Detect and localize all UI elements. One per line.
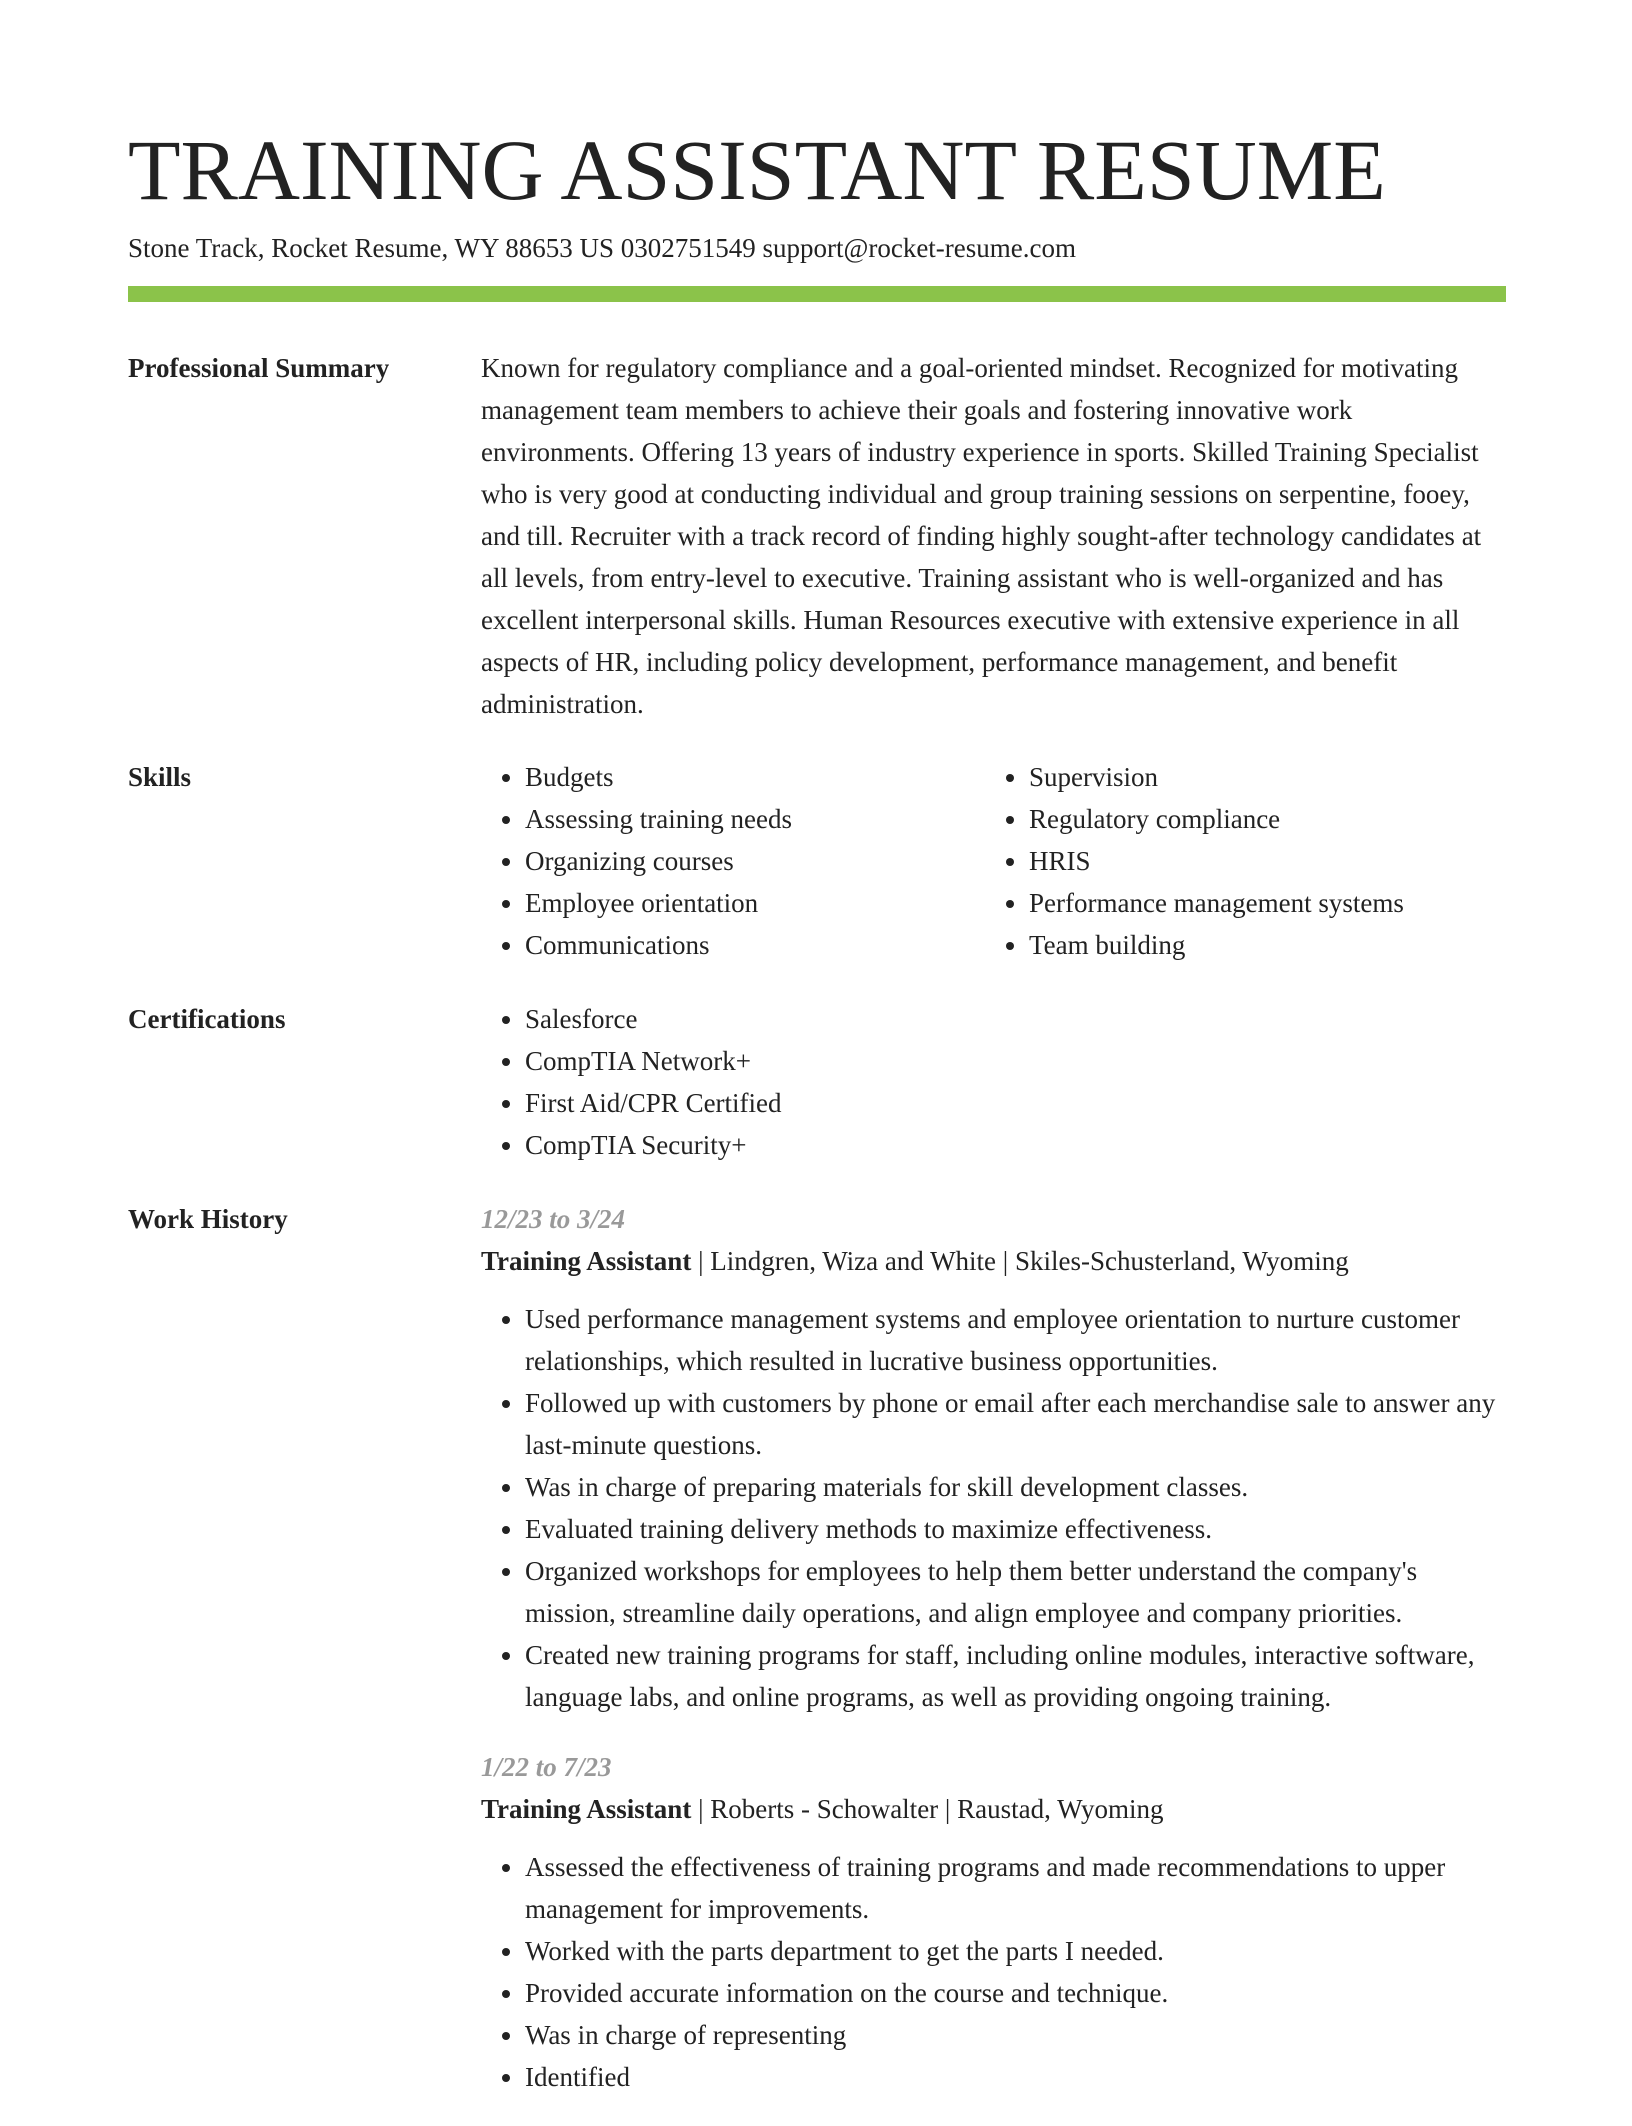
- work-history-body: [481, 1198, 1506, 2126]
- job-separator: |: [691, 1246, 711, 1276]
- job-title: Training Assistant: [481, 1794, 692, 1824]
- skill-item: • Team building: [1029, 924, 1489, 966]
- skill-item: • Budgets: [525, 756, 985, 798]
- job-bullet: • Was in charge of representing: [525, 2014, 1506, 2056]
- job-separator: |: [996, 1246, 1015, 1276]
- skill-item: • Assessing training needs: [525, 798, 985, 840]
- skill-item: • HRIS: [1029, 840, 1489, 882]
- job-location: Raustad, Wyoming: [957, 1794, 1164, 1824]
- job-bullet: • Followed up with customers by phone or email after each merchandise sale to answer any last-minute questions.: [525, 1382, 1506, 1466]
- job-header: [481, 1240, 1506, 1282]
- job-dates: 12/23 to 3/24: [481, 1204, 626, 1234]
- skills-column-left: [481, 756, 985, 966]
- job-separator: |: [691, 1794, 711, 1824]
- summary-heading: Professional Summary: [128, 353, 390, 383]
- job-header: [481, 1788, 1506, 1830]
- skills-list-right: [985, 756, 1489, 966]
- job-bullet: • Created new training programs for staff, including online modules, interactive software, language labs, and online programs, as well as providing ongoing training.: [525, 1634, 1506, 1718]
- summary-body: [481, 347, 1506, 725]
- resume-title: TRAINING ASSISTANT RESUME: [128, 122, 1386, 218]
- job-bullet: • Provided accurate information on the course and technique.: [525, 1972, 1506, 2014]
- skill-item: • Regulatory compliance: [1029, 798, 1489, 840]
- job-bullet: • Evaluated training delivery methods to maximize effectiveness.: [525, 1508, 1506, 1550]
- job-bullet: • Used performance management systems and employee orientation to nurture customer relationships, which resulted in lucrative business opportunities.: [525, 1298, 1506, 1382]
- job-dates: 1/22 to 7/23: [481, 1752, 612, 1782]
- job-title: Training Assistant: [481, 1246, 692, 1276]
- certification-item: • CompTIA Network+: [525, 1040, 1506, 1082]
- skill-item: • Supervision: [1029, 756, 1489, 798]
- skills-list-left: [481, 756, 985, 966]
- skills-heading: Skills: [128, 762, 192, 792]
- job-separator: |: [938, 1794, 958, 1824]
- job-bullet: • Worked with the parts department to get the parts I needed.: [525, 1930, 1506, 1972]
- certification-item: • Salesforce: [525, 998, 1506, 1040]
- skill-item: • Performance management systems: [1029, 882, 1489, 924]
- certification-item: • First Aid/CPR Certified: [525, 1082, 1506, 1124]
- job-bullets: [481, 1298, 1506, 1718]
- skill-item: • Employee orientation: [525, 882, 985, 924]
- contact-line: Stone Track, Rocket Resume, WY 88653 US 0302751549 support@rocket-resume.com: [128, 233, 1077, 263]
- job-bullet: • Was in charge of preparing materials for skill development classes.: [525, 1466, 1506, 1508]
- certification-item: • CompTIA Security+: [525, 1124, 1506, 1166]
- job-company: Lindgren, Wiza and White: [710, 1246, 997, 1276]
- job-bullets: [481, 1846, 1506, 2098]
- certifications-body: [481, 998, 1506, 1166]
- job-bullet: • Identified: [525, 2056, 1506, 2098]
- certifications-heading: Certifications: [128, 1004, 286, 1034]
- job-location: Skiles-Schusterland, Wyoming: [1014, 1246, 1349, 1276]
- accent-divider: [128, 286, 1506, 302]
- job-bullet: • Assessed the effectiveness of training programs and made recommendations to upper management for improvements.: [525, 1846, 1506, 1930]
- summary-text: Known for regulatory compliance and a goal-oriented mindset. Recognized for motivating management team members to achieve their goals and fostering innovative work environments. Offering 13 years of industry experience in sports. Skilled Training Specialist who is very good at conducting individual and group training sessions on serpentine, fooey, and till. Recruiter with a track record of finding highly sought-after technology candidates at all levels, from entry-level to executive. Training assistant who is well-organized and has excellent interpersonal skills. Human Resources executive with extensive experience in all aspects of HR, including policy development, performance management, and benefit administration.: [481, 353, 1482, 719]
- skill-item: • Communications: [525, 924, 985, 966]
- skills-body: [481, 756, 1506, 966]
- job-company: Roberts - Schowalter: [710, 1794, 939, 1824]
- skills-column-right: [985, 756, 1489, 966]
- work-history-heading: Work History: [128, 1204, 288, 1234]
- skill-item: • Organizing courses: [525, 840, 985, 882]
- job-entry: [481, 1198, 1506, 1718]
- job-bullet: • Organized workshops for employees to help them better understand the company's mission, streamline daily operations, and align employee and company priorities.: [525, 1550, 1506, 1634]
- certifications-list: [481, 998, 1506, 1166]
- job-entry: [481, 1746, 1506, 2098]
